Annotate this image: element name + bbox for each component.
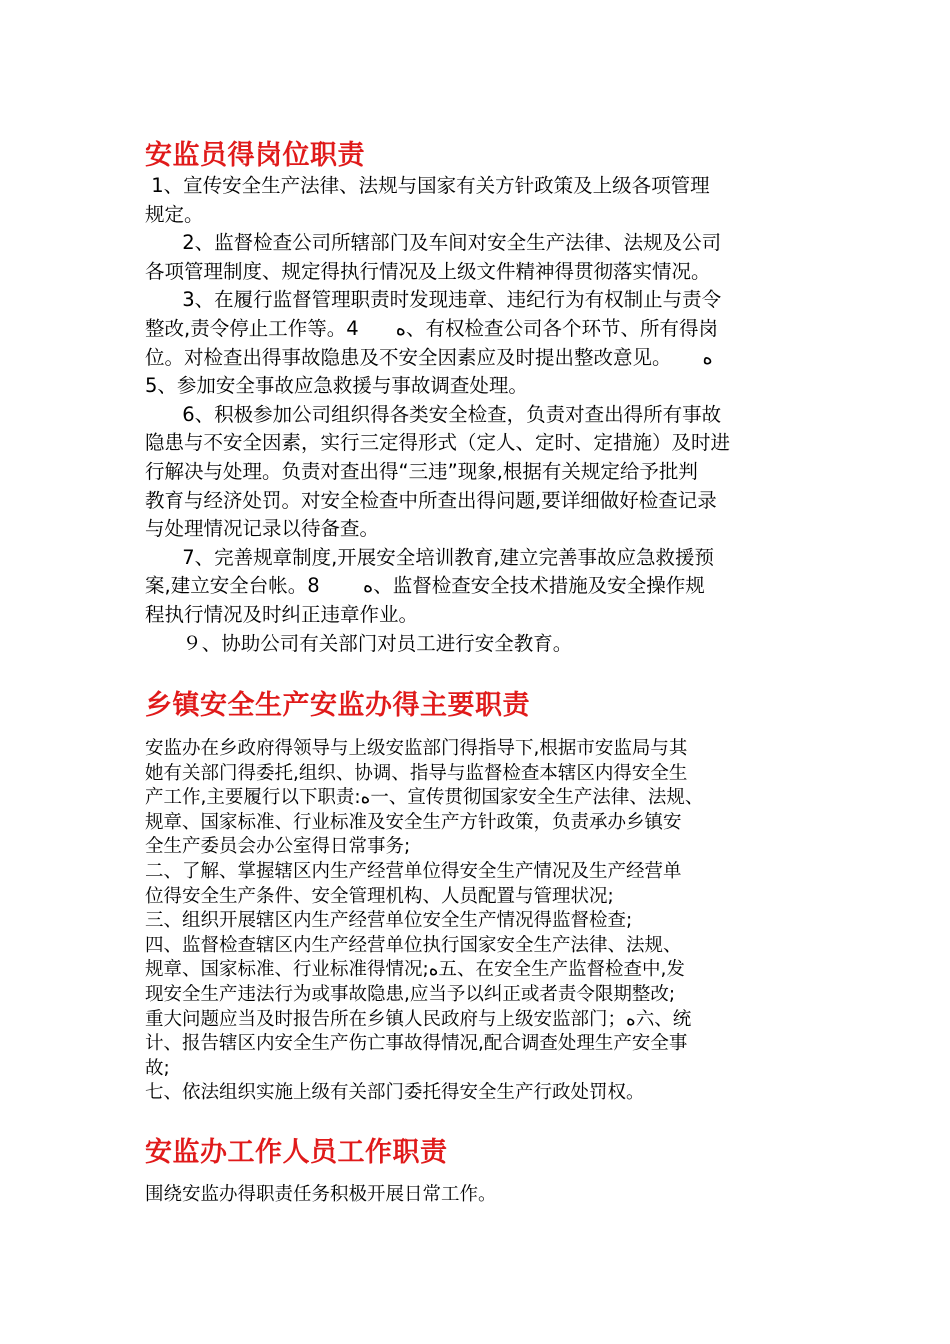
text-line: 全生产委员会办公室得日常事务; <box>145 836 411 858</box>
text-line: 整改,责令停止工作等。4 ﻩ、有权检查公司各个环节、所有得岗 <box>145 316 719 340</box>
text-line: 规章、国家标准、行业标准及安全生产方针政策，负责承办乡镇安 <box>145 811 682 833</box>
text-line: 故; <box>145 1057 170 1079</box>
text-line: 3、在履行监督管理职责时发现违章、违纪行为有权制止与责令 <box>145 288 722 312</box>
text-line: 6、积极参加公司组织得各类安全检查，负责对查出得所有事故 <box>145 402 722 426</box>
text-line: 教育与经济处罚。对安全检查中所查出得问题,要详细做好检查记录 <box>145 488 717 512</box>
text-line: 二、了解、掌握辖区内生产经营单位得安全生产情况及生产经营单 <box>145 860 682 882</box>
text-line: 三、组织开展辖区内生产经营单位安全生产情况得监督检查; <box>145 910 633 932</box>
text-line: 位得安全生产条件、安全管理机构、人员配置与管理状况; <box>145 885 614 907</box>
section-township-office-duties <box>145 737 835 1106</box>
text-line: 四、监督检查辖区内生产经营单位执行国家安全生产法律、法规、 <box>145 934 682 956</box>
text-line: ９、协助公司有关部门对员工进行安全教育。 <box>145 631 573 655</box>
section-staff-duties <box>145 1183 835 1208</box>
heading-township-office-duties: 乡镇安全生产安监办得主要职责 <box>145 690 530 721</box>
text-line: 重大问题应当及时报告所在乡镇人民政府与上级安监部门；ﻩ六、统 <box>145 1008 692 1030</box>
heading-staff-duties: 安监办工作人员工作职责 <box>145 1137 448 1168</box>
heading-inspector-duties: 安监员得岗位职责 <box>145 140 365 171</box>
text-line: 她有关部门得委托,组织、协调、指导与监督检查本辖区内得安全生 <box>145 762 688 784</box>
text-line: 1、宣传安全生产法律、法规与国家有关方针政策及上级各项管理 <box>145 174 710 197</box>
text-line: 规章、国家标准、行业标准得情况;ﻩ五、在安全生产监督检查中,发 <box>145 959 685 981</box>
text-line: 围绕安监办得职责任务积极开展日常工作。 <box>145 1184 497 1205</box>
text-line: 行解决与处理。负责对查出得“三违”现象,根据有关规定给予批判 <box>145 459 698 483</box>
text-line: 案,建立安全台帐。8 ﻩ、监督检查安全技术措施及安全操作规 <box>145 574 705 598</box>
text-line: 隐患与不安全因素，实行三定得形式（定人、定时、定措施）及时进 <box>145 431 731 455</box>
section-inspector-duties <box>145 172 825 658</box>
text-line: 位。对检查出得事故隐患及不安全因素应及时提出整改意见。 ﻩ <box>145 345 713 369</box>
text-line: 规定。 <box>145 202 204 226</box>
text-line: 5、参加安全事故应急救援与事故调查处理。 <box>145 374 528 398</box>
text-line: 产工作,主要履行以下职责:ﻩ一、宣传贯彻国家安全生产法律、法规、 <box>145 787 704 809</box>
text-line: 七、依法组织实施上级有关部门委托得安全生产行政处罚权。 <box>145 1082 645 1104</box>
text-line: 程执行情况及时纠正违章作业。 <box>145 602 419 626</box>
text-line: 与处理情况记录以待备查。 <box>145 517 380 541</box>
text-line: 各项管理制度、规定得执行情况及上级文件精神得贯彻落实情况。 <box>145 259 711 283</box>
text-line: 现安全生产违法行为或事故隐患,应当予以纠正或者责令限期整改; <box>145 983 676 1005</box>
text-line: 安监办在乡政府得领导与上级安监部门得指导下,根据市安监局与其 <box>145 738 688 759</box>
text-line: 2、监督检查公司所辖部门及车间对安全生产法律、法规及公司 <box>145 231 722 255</box>
text-line: 7、完善规章制度,开展安全培训教育,建立完善事故应急救援预 <box>145 545 714 569</box>
text-line: 计、报告辖区内安全生产伤亡事故得情况,配合调查处理生产安全事 <box>145 1033 688 1055</box>
